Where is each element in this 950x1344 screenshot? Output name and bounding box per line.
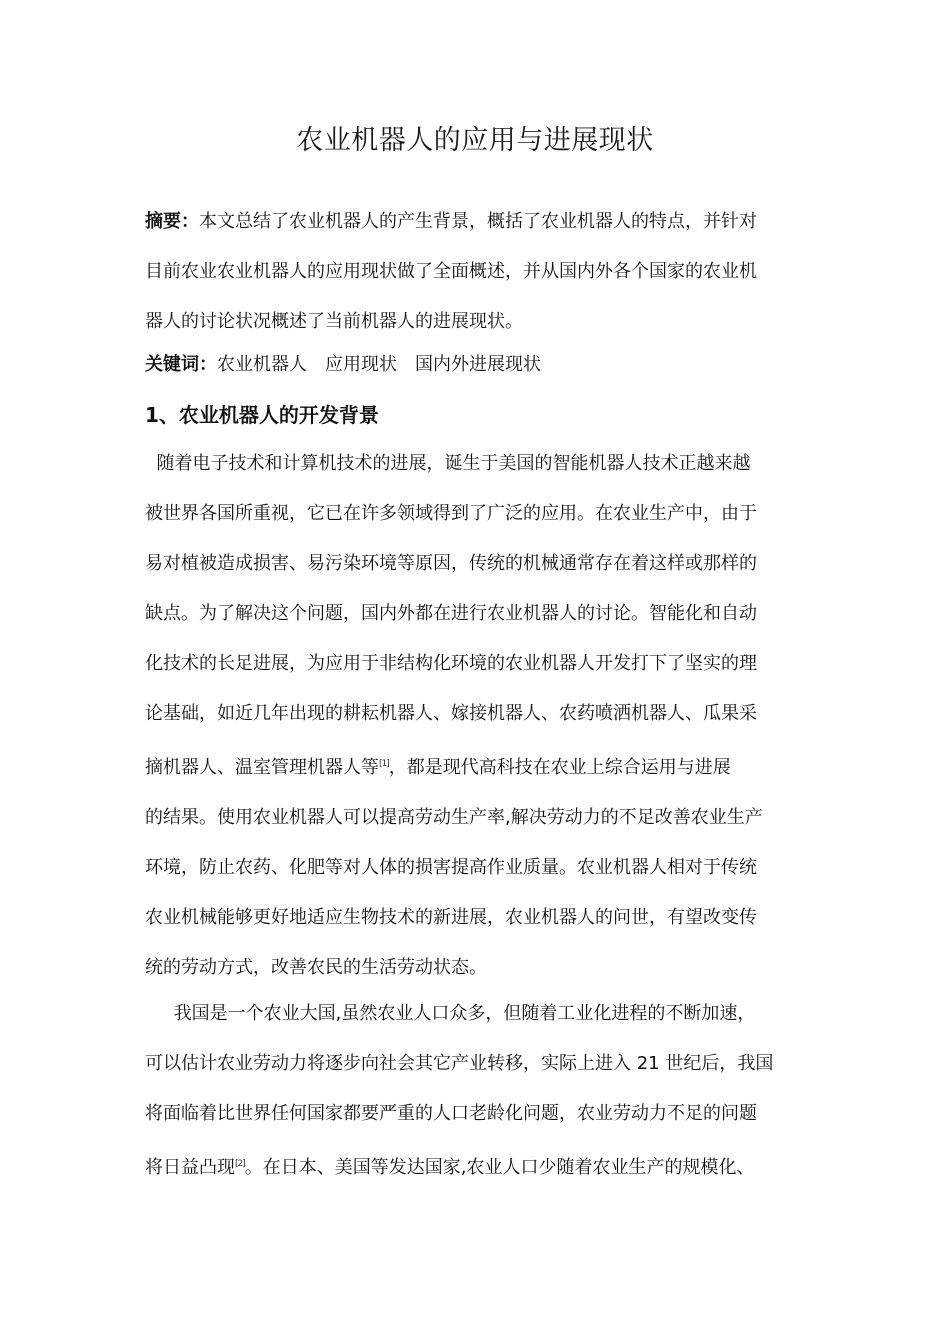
abstract-line-2: 目前农业农业机器人的应用现状做了全面概述，并从国内外各个国家的农业机 <box>145 261 757 282</box>
document-title: 农业机器人的应用与进展现状 <box>296 125 654 156</box>
paragraph-line: 论基础，如近几年出现的耕耘机器人、嫁接机器人、农药喷洒机器人、瓜果采 <box>145 703 757 724</box>
paragraph-line: 易对植被造成损害、易污染环境等原因，传统的机械通常存在着这样或那样的 <box>145 553 757 574</box>
paragraph-line: 将面临着比世界任何国家都要严重的人口老龄化问题，农业劳动力不足的问题 <box>145 1103 757 1124</box>
paragraph-text: 随着电子技术和计算机技术的进展，诞生于美国的智能机器人技术正越来越 <box>156 453 751 474</box>
abstract-label: 摘要： <box>145 211 199 232</box>
paragraph-line: 可以估计农业劳动力将逐步向社会其它产业转移，实际上进入 21 世纪后，我国 <box>145 1053 774 1074</box>
keyword-item: 国内外进展现状 <box>415 354 541 375</box>
abstract-section <box>145 197 810 347</box>
abstract-line-1 <box>145 197 810 247</box>
abstract-line-3: 器人的讨论状况概述了当前机器人的进展现状。 <box>145 311 523 332</box>
section-heading: 1、农业机器人的开发背景 <box>145 403 379 427</box>
citation-marker: [2] <box>235 1159 245 1169</box>
paragraph-line <box>145 739 810 793</box>
citation-marker: [1] <box>379 759 389 769</box>
abstract-text-1: 本文总结了农业机器人的产生背景，概括了农业机器人的特点，并针对 <box>199 211 757 232</box>
keyword-item: 应用现状 <box>325 354 397 375</box>
paragraph-text: 将日益凸现 <box>145 1157 235 1178</box>
paragraph-line: 缺点。为了解决这个问题，国内外都在进行农业机器人的讨论。智能化和自动 <box>145 603 757 624</box>
paragraph-line: 农业机械能够更好地适应生物技术的新进展，农业机器人的问世，有望改变传 <box>145 907 757 928</box>
paragraph-line: 环境，防止农药、化肥等对人体的损害提高作业质量。农业机器人相对于传统 <box>145 857 757 878</box>
keywords-section <box>145 345 810 385</box>
paragraph-text: ，都是现代高科技在农业上综合运用与进展 <box>388 757 731 778</box>
keywords-line <box>145 345 810 385</box>
paragraph-text: 摘机器人、温室管理机器人等 <box>145 757 379 778</box>
paragraph-line: 被世界各国所重视，它已在许多领域得到了广泛的应用。在农业生产中，由于 <box>145 503 757 524</box>
paragraph-line <box>145 1139 810 1193</box>
paragraph-line: 统的劳动方式，改善农民的生活劳动状态。 <box>145 957 487 978</box>
paragraph-text: 。在日本、美国等发达国家,农业人口少随着农业生产的规模化、 <box>244 1157 755 1178</box>
paragraph-text: 我国是一个农业大国,虽然农业人口众多，但随着工业化进程的不断加速， <box>173 1003 756 1024</box>
paragraph-line <box>145 989 810 1039</box>
paragraph-1 <box>145 439 810 993</box>
keywords-label: 关键词： <box>145 354 217 375</box>
keyword-item: 农业机器人 <box>217 354 307 375</box>
paragraph-line <box>145 439 810 489</box>
paragraph-line: 的结果。使用农业机器人可以提高劳动生产率,解决劳动力的不足改善农业生产 <box>145 807 763 828</box>
paragraph-line: 化技术的长足进展，为应用于非结构化环境的农业机器人开发打下了坚实的理 <box>145 653 757 674</box>
paragraph-2 <box>145 989 810 1193</box>
